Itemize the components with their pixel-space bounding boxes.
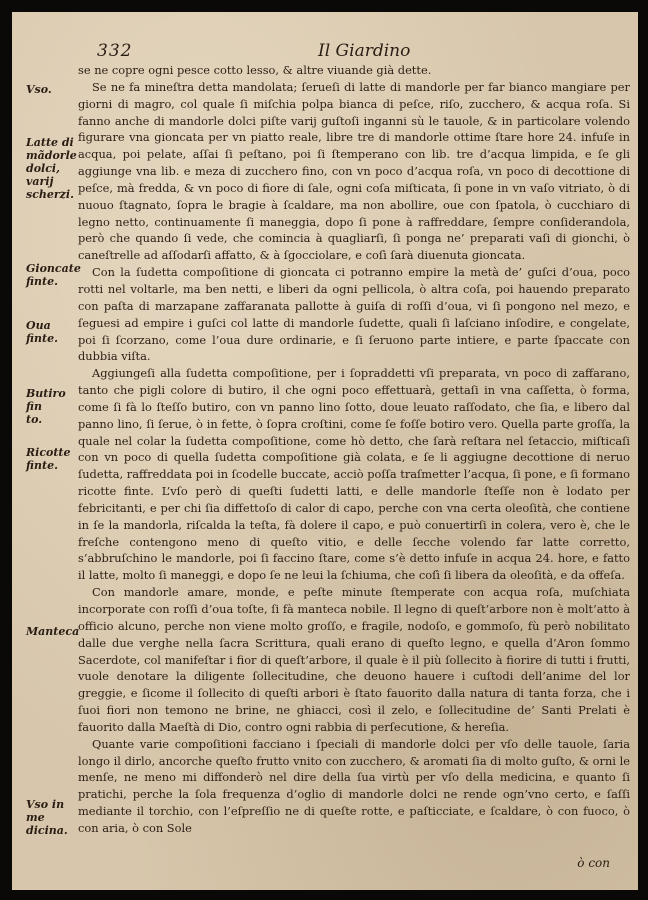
running-title: Il Giardino: [318, 41, 411, 61]
book-page: [12, 12, 638, 890]
marginal-note-ricotte: [26, 446, 82, 472]
marginal-note-line: Gioncate: [26, 262, 81, 275]
marginal-note-line: Latte di: [26, 136, 74, 149]
marginal-note-line: scherzi.: [26, 188, 74, 201]
paragraph: Aggiungeſi alla ſudetta compoſitione, per i ſopraddetti vſi preparata, vn poco di zaffarano, tanto che pigli colore di butiro, il che ogni poco effettuarà, gettaſi in vna caſſetta, ò forma, come ſi fà lo ſteſſo butiro, con vn panno lino ſotto, doue leuato raſſodato, che ſia, e libero dal panno lino, ſi ſerue, ò in fette, ò ſopra croſtini, come ſe foſſe botiro vero. Quella parte groſſa, la quale nel colar la ſudetta compoſitione, come hò detto, che ſarà reſtara nel ſetaccio, miſticaſi con vn poco di quella ſudetta compoſitione già colata, e ſe li aggiugne decottione di neruo ſudetta, raffreddata poi in ſcodelle buccate, acciò poſſa traſmetter l’acqua, ſi pone, e ſi formano ricotte finte. L’vſo però di queſti ſudetti latti, e delle mandorle ſteſſe non è lodato per febricitanti, e per chi ſia diffettoſo di calor di capo, perche con vna certa oleoſità, che contiene in ſe la mandorla, riſcalda la teſta, fà dolere il capo, e può conuertirſi in colera, vero è, che le freſche contengono meno di queſto vitio, e delle ſecche volendo far latte corretto, s’abbruſchino le mandorle, poi ſi faccino ſtare, come s’è detto infuſe in acqua 24. hore, e fatto il latte, molto ſi maneggi, e dopo ſe ne leui la ſchiuma, che coſì ſi libera da oleoſità, e da offeſa.: [78, 366, 630, 583]
marginal-note-line: Ricotte: [26, 446, 71, 459]
marginal-note-line: Manteca: [26, 625, 80, 638]
paragraph: se ne copre ogni pesce cotto lesso, & altre viuande già dette.: [78, 63, 432, 77]
marginal-note-line: Oua finte.: [26, 319, 58, 345]
paragraph: Quante varie compoſitioni facciano i ſpeciali di mandorle dolci per vſo delle tauole, ſaria longo il dirlo, ancorche queſto frutto vnito con zucchero, & aromati ſia di molto guſto, & orni le menſe, ne meno mi diffonderò nel dire della ſua virtù per vſo della medicina, e quanto ſi pratichi, perche la ſola frequenza d’oglio di mandorle dolci ne rende ogn’vno certo, e ſaſſi mediante il torchio, con l’eſpreſſio ne di queſte rotte, e paſticciate, e ſcaldare, ò con fuoco, ò con aria, ò con Sole: [78, 736, 630, 835]
page-number: 332: [97, 41, 133, 61]
marginal-note-manteca: [26, 625, 82, 638]
paragraph: Con la ſudetta compoſitione di gioncata ci potranno empire la metà de’ guſci d’oua, poco rotti nel voltarle, ma ben netti, e liberi da ogni pellicola, ò altra coſa, poi hauendo preparato con paſta di marzapane zaffaranata pallotte à guiſa di roſſi d’oua, vi ſi pongono nel mezo, e ſeguesi ad empire i guſci col latte di mandorle ſudette, quali ſi laſciano inſodire, e congelate, poi ſi ſcorzano, come l’oua dure ordinarie, e ſi ſeruono parte intiere, e parte ſpaccate con dubbia viſta.: [78, 265, 630, 364]
marginal-note-line: mãdorle: [26, 149, 77, 162]
marginal-note-vso: [26, 83, 82, 96]
marginal-note-line: varij: [26, 175, 54, 188]
marginal-note-line: finte.: [26, 275, 58, 288]
marginal-note-line: Vso.: [26, 83, 52, 96]
marginal-note-vso-divina: [26, 798, 82, 837]
marginal-note-line: dicina.: [26, 824, 68, 837]
marginal-note-latte: [26, 136, 82, 201]
marginal-note-gioncate: [26, 262, 82, 288]
marginal-note-line: to.: [26, 413, 43, 426]
marginal-note-line: Vso in me: [26, 798, 65, 824]
paragraph: Con mandorle amare, monde, e peſte minute ſtemperate con acqua roſa, muſchiata incorporate con roſſi d’oua toſte, ſi fà manteca nobile. Il legno di queſt’arbore non è molt’atto à officio alcuno, perche non viene molto groſſo, e fragile, nodoſo, e gommoſo, fù però nobilitato dalle due verghe nella ſacra Scrittura, quali erano di queſto legno, e quella d’Aron ſommo Sacerdote, col manifeſtar i fior di queſt’arbore, il quale è il più ſollecito à fiorire di tutti i frutti, vuole denotare la diligente ſollecitudine, che deuono hauere i cuſtodi dell’anime del lor greggie, e ſicome il ſollecito di queſti arbori è ſtato fauorito dalla natura di tanta forza, che i ſuoi fiori non temono ne brine, ne ghiacci, così il zelo, e ſollecitudine de’ Santi Prelati è fauorito dalla Maeſtà di Dio, contro ogni rabbia di perſecutione, & hereſia.: [78, 585, 630, 734]
marginal-note-line: Butiro fin: [26, 387, 66, 413]
paragraph: Se ne fa mineſtra detta mandolata; ſerueſi di latte di mandorle per far bianco mangiare per giorni di magro, col quale ſi miſchia polpa bianca di peſce, riſo, zucchero, & acqua roſa. Si fanno anche di mandorle dolci piſte varij guſtoſi inganni sù le tauole, & in particolare volendo figurare vna gioncata per vn piatto reale, libre tre di mandorle ottime ſtare hore 24. infuſe in acqua, poi pelate, aſſai ſi peſtano, poi ſi ſtemperano con lib. tre d’acqua limpida, e ſe gli aggiunge vna lib. e meza di zucchero fino, con vn poco d’acqua roſa, vn poco di decottione di peſce, mà fredda, & vn poco di fiore di ſale, ogni coſa miſticata, ſi pone in vn vaſo vitriato, ò di nuouo ſtagnato, ſopra le bragie à ſcaldare, ma non abollire, oue con ſpatola, ò cucchiaro di legno netto, continuamente ſi maneggia, dopo ſi pone à raffreddare, ſempre conſiderandola, però che quando ſi vede, che comincia à quagliarſi, ſi ponga ne’ preparati vaſi di gionchi, ò caneſtrelle ad aſſodarſi affatto, & à ſgocciolare, e coſì ſarà diuenuta gioncata.: [78, 79, 630, 263]
marginal-note-line: finte.: [26, 459, 58, 472]
marginal-note-oua: [26, 319, 82, 345]
marginal-note-line: dolci,: [26, 162, 60, 175]
catchword: ò con: [577, 856, 610, 870]
marginal-note-butiro: [26, 387, 82, 426]
body-text: [78, 62, 630, 837]
